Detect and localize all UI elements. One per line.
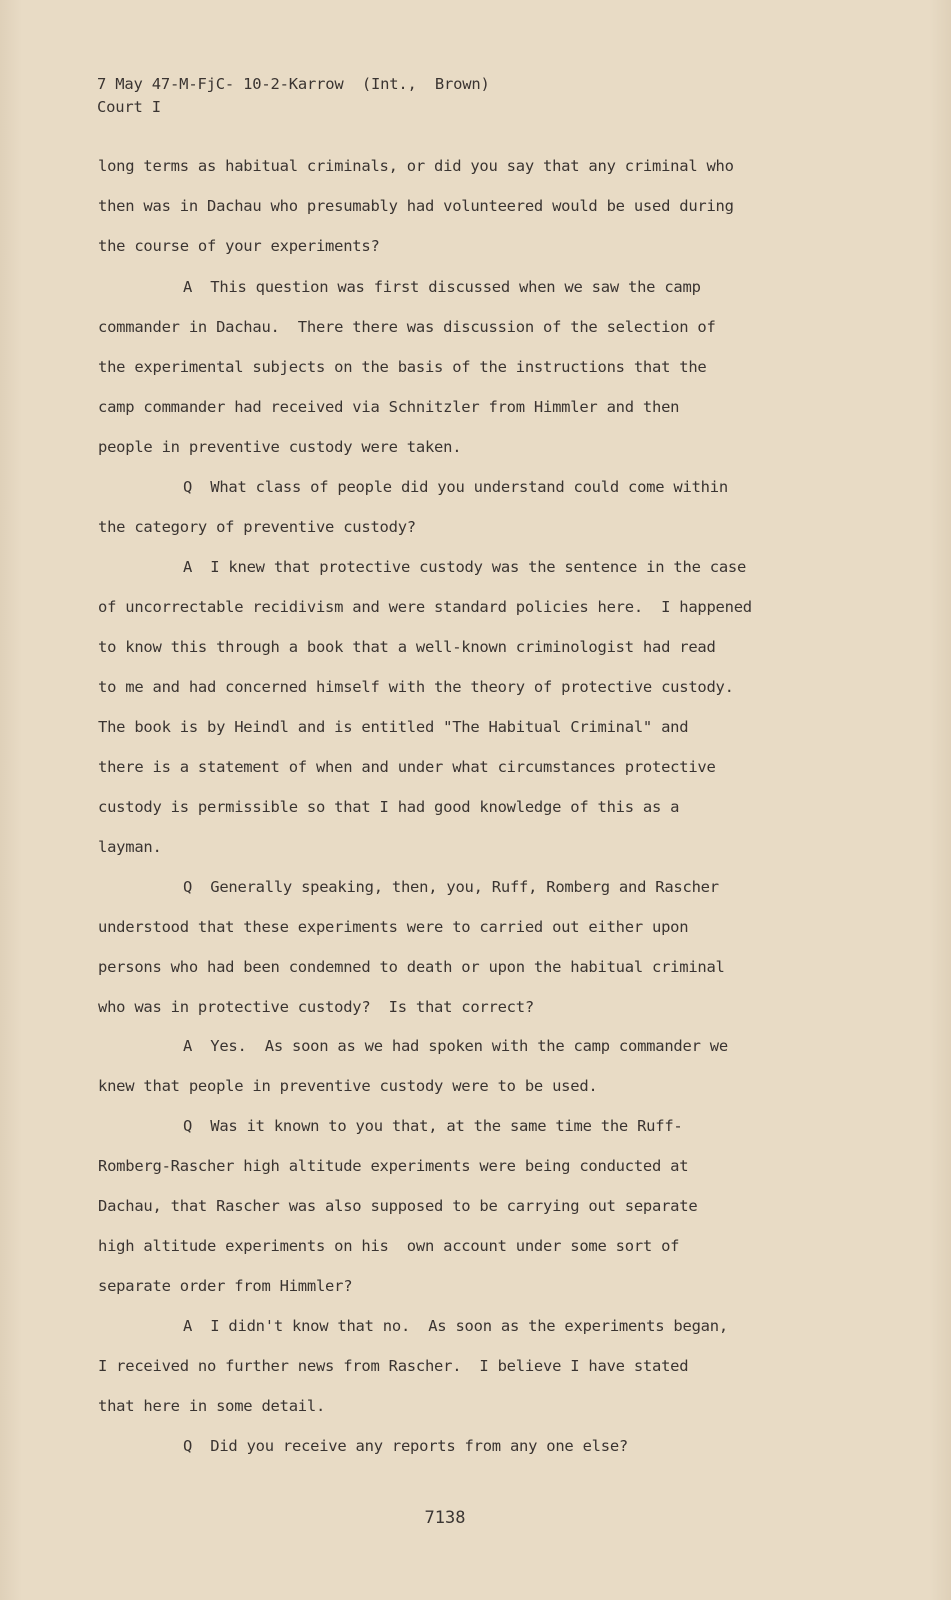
text-line: to know this through a book that a well-known criminologist had read [98,638,716,656]
text-line: that here in some detail. [98,1397,326,1415]
text-line: Dachau, that Rascher was also supposed to be carrying out separate [98,1197,698,1215]
text-line: persons who had been condemned to death or upon the habitual criminal [98,958,725,976]
question-line: Q Generally speaking, then, you, Ruff, Romberg and Rascher [183,878,719,896]
text-line: there is a statement of when and under what circumstances protective [98,758,716,776]
text-line: the category of preventive custody? [98,518,416,536]
text-line: commander in Dachau. There there was discussion of the selection of [98,318,716,336]
header-reference-line: 7 May 47-M-FjC- 10-2-Karrow (Int., Brown) [97,75,490,93]
question-line: Q What class of people did you understand could come within [183,478,728,496]
text-line: then was in Dachau who presumably had volunteered would be used during [98,197,734,215]
text-line: understood that these experiments were to carried out either upon [98,918,689,936]
text-line: to me and had concerned himself with the theory of protective custody. [98,678,734,696]
text-line: I received no further news from Rascher. I believe I have stated [98,1357,689,1375]
question-line: Q Did you receive any reports from any one else? [183,1437,629,1455]
text-line: camp commander had received via Schnitzler from Himmler and then [98,398,680,416]
answer-line: A Yes. As soon as we had spoken with the camp commander we [183,1037,728,1055]
text-line: The book is by Heindl and is entitled "The Habitual Criminal" and [98,718,689,736]
text-line: layman. [98,838,162,856]
answer-line: A I didn't know that no. As soon as the experiments began, [183,1317,728,1335]
answer-line: A This question was first discussed when we saw the camp [183,278,701,296]
question-line: Q Was it known to you that, at the same time the Ruff- [183,1117,683,1135]
text-line: separate order from Himmler? [98,1277,353,1295]
answer-line: A I knew that protective custody was the sentence in the case [183,558,747,576]
text-line: custody is permissible so that I had good knowledge of this as a [98,798,680,816]
text-line: the course of your experiments? [98,237,380,255]
text-line: people in preventive custody were taken. [98,438,462,456]
text-line: knew that people in preventive custody were to be used. [98,1077,598,1095]
text-line: long terms as habitual criminals, or did you say that any criminal who [98,157,734,175]
text-line: the experimental subjects on the basis of the instructions that the [98,358,707,376]
page-number: 7138 [424,1508,466,1528]
text-line: who was in protective custody? Is that correct? [98,998,534,1016]
text-line: high altitude experiments on his own account under some sort of [98,1237,680,1255]
header-court-line: Court I [97,98,161,116]
text-line: of uncorrectable recidivism and were standard policies here. I happened [98,598,752,616]
text-line: Romberg-Rascher high altitude experiments were being conducted at [98,1157,689,1175]
